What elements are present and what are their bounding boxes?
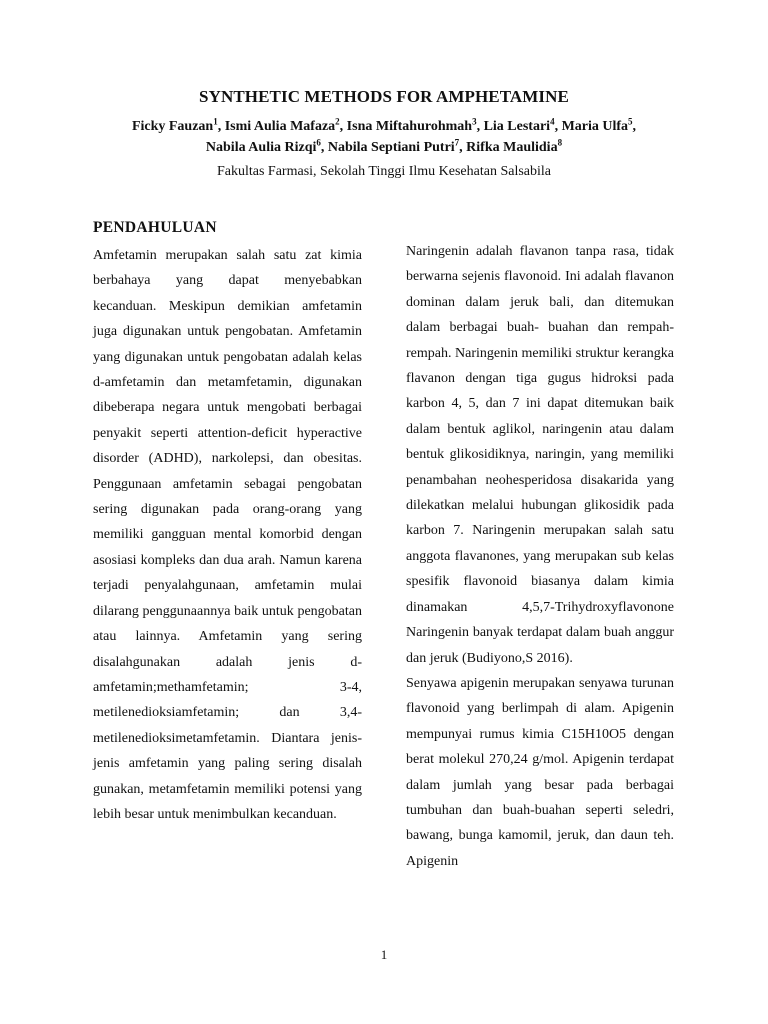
author-separator: ,: [217, 119, 225, 134]
body-paragraph: Senyawa apigenin merupakan senyawa turunan flavonoid yang berlimpah di alam. Apigenin mempunyai rumus kimia C15H10O5 dengan berat molekul 270,24 g/mol. Apigenin terdapat dalam jumlah yang besar pada berbagai tumbuhan dan buah-buahan seperti seledri, bawang, bunga kamomil, jeruk, dan daun teh. Apigenin: [406, 675, 674, 869]
paper-title: SYNTHETIC METHODS FOR AMPHETAMINE: [199, 87, 569, 106]
author-affiliation-mark: 3: [472, 116, 477, 127]
author-separator: ,: [339, 119, 347, 134]
body-paragraph: Naringenin adalah flavanon tanpa rasa, tidak berwarna sejenis flavonoid. Ini adalah flavanon dominan dalam jeruk bali, dan ditemukan dalam berbagai buah- buahan dan rempah-rempah. Naringenin memiliki struktur kerangka flavanon dengan tiga gugus hidroksi pada karbon 4, 5, dan 7 ini dapat ditemukan baik dalam bentuk aglikol, naringenin atau dalam bentuk glikosidiknya, naringin, yang memiliki penambahan neohesperidosa disakarida yang dilekatkan melalui hubungan glikosidik pada karbon 7. Naringenin merupakan salah satu anggota flavanones, yang merupakan sub kelas spesifik flavonoid biasanya dalam kimia dinamakan 4,5,7-Trihydroxyflavonone Naringenin banyak terdapat dalam buah anggur dan jeruk (Budiyono,S 2016).: [406, 244, 674, 666]
author-name: Maria Ulfa: [561, 119, 629, 134]
author-name: Lia Lestari: [483, 119, 551, 134]
author-affiliation-mark: 5: [628, 116, 633, 127]
right-column: [406, 239, 674, 874]
author-name: Ismi Aulia Mafaza: [224, 119, 336, 134]
author: [561, 116, 637, 134]
page-number: 1: [380, 947, 388, 962]
author-separator: ,: [554, 119, 562, 134]
author: [483, 116, 562, 134]
author-affiliation-mark: 7: [454, 137, 460, 148]
author: [224, 116, 347, 134]
left-column: [93, 243, 362, 827]
author-list: [60, 116, 708, 158]
affiliation: Fakultas Farmasi, Sekolah Tinggi Ilmu Kesehatan Salsabila: [216, 164, 552, 179]
author-affiliation-mark: 6: [316, 137, 321, 148]
author-affiliation-mark: 2: [335, 116, 340, 127]
author-name: Nabila Aulia Rizqi: [205, 140, 317, 155]
author: [131, 116, 225, 134]
author-name: Nabila Septiani Putri: [327, 140, 455, 155]
author-separator: ,: [476, 119, 484, 134]
author: [205, 137, 328, 155]
body-paragraph: Amfetamin merupakan salah satu zat kimia berbahaya yang dapat menyebabkan kecanduan. Meskipun demikian amfetamin juga digunakan untuk pengobatan. Amfetamin yang digunakan untuk pengobatan adalah kelas d-amfetamin dan metamfetamin, digunakan dibeberapa negara untuk mengobati berbagai penyakit seperti attention-deficit hyperactive disorder (ADHD), narkolepsi, dan obesitas. Penggunaan amfetamin sebagai pengobatan sering digunakan pada orang-orang yang memiliki gangguan mental komorbid dengan asosiasi kompleks dan dua arah. Namun karena terjadi penyalahgunaan, amfetamin mulai dilarang penggunaannya baik untuk pengobatan atau lainnya. Amfetamin yang sering disalahgunakan adalah jenis d-amfetamin;methamfetamin; 3-4, metilenedioksiamfetamin; dan 3,4-metilenedioksimetamfetamin. Diantara jenis-jenis amfetamin yang paling sering disalah gunakan, metamfetamin memiliki potensi yang lebih besar untuk menimbulkan kecanduan.: [93, 248, 362, 822]
author-separator: ,: [320, 140, 328, 155]
author-affiliation-mark: 1: [213, 116, 218, 127]
section-heading: PENDAHULUAN: [93, 219, 217, 236]
author: [466, 137, 563, 155]
author: [327, 137, 467, 155]
author-name: Rifka Maulidia: [466, 140, 558, 155]
author: [346, 116, 484, 134]
author-separator: ,: [459, 140, 467, 155]
author-separator: ,: [632, 119, 637, 134]
author-affiliation-mark: 8: [557, 137, 563, 148]
author-name: Isna Miftahurohmah: [346, 119, 473, 134]
author-affiliation-mark: 4: [550, 116, 555, 127]
author-name: Ficky Fauzan: [131, 119, 214, 134]
